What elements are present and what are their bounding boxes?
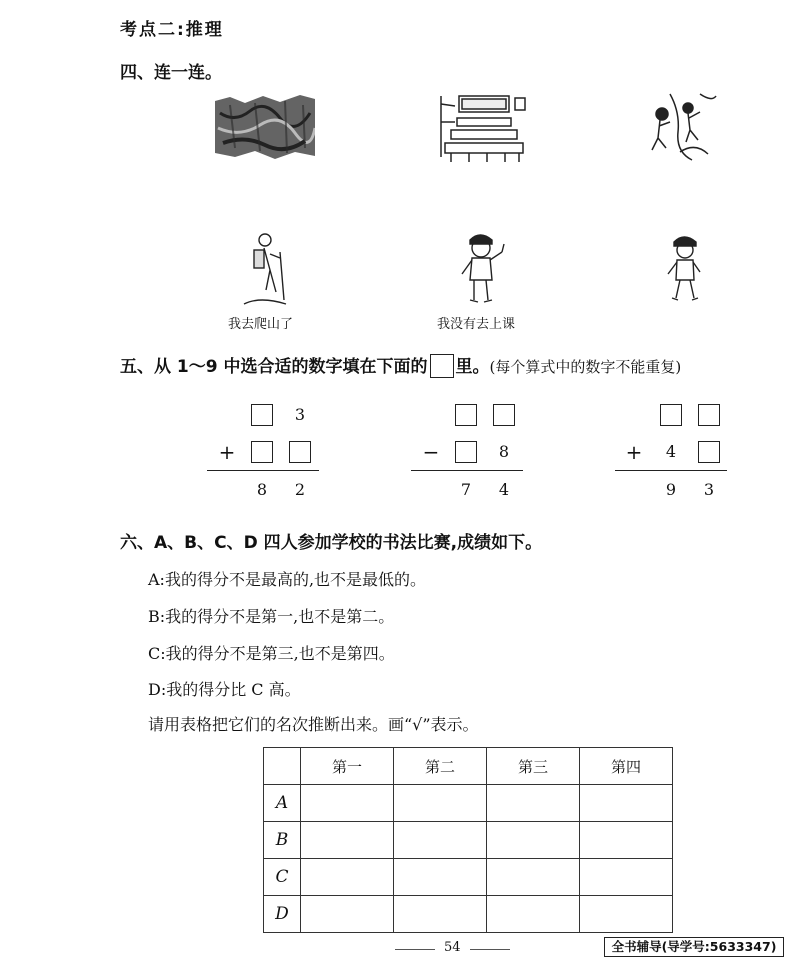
cell-b-first[interactable] xyxy=(301,822,394,859)
eq1-result-tens: 8 xyxy=(256,480,268,499)
q6-title: 六、A、B、C、D 四人参加学校的书法比赛,成绩如下。 xyxy=(120,533,543,553)
eq1-bottom-ones-box[interactable] xyxy=(289,441,311,463)
eq1-top-ones: 3 xyxy=(294,405,306,424)
eq2-rule xyxy=(411,470,523,471)
table-row xyxy=(264,896,673,933)
eq2-bottom-ones: 8 xyxy=(498,442,510,461)
eq1-bottom-tens-box[interactable] xyxy=(251,441,273,463)
col-header-third: 第三 xyxy=(487,748,580,785)
cell-b-second[interactable] xyxy=(394,822,487,859)
section-heading: 考点二:推理 xyxy=(120,20,224,40)
table-header-row xyxy=(264,748,673,785)
footer-dash-right xyxy=(470,949,510,950)
statement-d: D:我的得分比 C 高。 xyxy=(148,680,301,699)
cell-c-first[interactable] xyxy=(301,859,394,896)
q4-title: 四、连一连。 xyxy=(120,63,222,83)
cell-d-second[interactable] xyxy=(394,896,487,933)
instruction: 请用表格把它们的名次推断出来。画“√”表示。 xyxy=(148,715,479,734)
eq2-top-tens-box[interactable] xyxy=(455,404,477,426)
eq2-operator: − xyxy=(422,440,440,464)
statement-a: A:我的得分不是最高的,也不是最低的。 xyxy=(148,570,427,589)
table-row xyxy=(264,785,673,822)
eq3-rule xyxy=(615,470,727,471)
cell-c-fourth[interactable] xyxy=(580,859,673,896)
eq3-bottom-tens: 4 xyxy=(665,442,677,461)
eq3-bottom-ones-box[interactable] xyxy=(698,441,720,463)
q5-note: (每个算式中的数字不能重复) xyxy=(489,358,682,376)
eq3-top-tens-box[interactable] xyxy=(660,404,682,426)
cell-a-fourth[interactable] xyxy=(580,785,673,822)
table-row xyxy=(264,859,673,896)
ranking-table xyxy=(263,747,673,933)
q5-title-start: 五、从 1～9 中选合适的数字填在下面的 xyxy=(120,357,428,377)
statement-b: B:我的得分不是第一,也不是第二。 xyxy=(148,607,395,626)
cell-d-third[interactable] xyxy=(487,896,580,933)
eq2-bottom-tens-box[interactable] xyxy=(455,441,477,463)
table-row xyxy=(264,822,673,859)
col-header-fourth: 第四 xyxy=(580,748,673,785)
q5-title xyxy=(120,352,681,378)
eq3-operator: + xyxy=(625,440,643,464)
eq2-result-tens: 7 xyxy=(460,480,472,499)
row-header-a: A xyxy=(264,785,301,822)
col-header-second: 第二 xyxy=(394,748,487,785)
caption-climb-mountain: 我去爬山了 xyxy=(228,317,294,332)
eq1-operator: + xyxy=(218,440,236,464)
classroom-image xyxy=(437,92,527,164)
boy-walking-image xyxy=(660,232,710,308)
row-header-d: D xyxy=(264,896,301,933)
hiker-image xyxy=(240,230,290,308)
eq1-rule xyxy=(207,470,319,471)
cell-a-first[interactable] xyxy=(301,785,394,822)
table-corner-cell xyxy=(264,748,301,785)
cell-a-second[interactable] xyxy=(394,785,487,822)
cell-d-first[interactable] xyxy=(301,896,394,933)
eq3-top-ones-box[interactable] xyxy=(698,404,720,426)
climbers-image xyxy=(640,92,720,162)
eq3-result-ones: 3 xyxy=(703,480,715,499)
q5-title-end: 里。 xyxy=(455,357,490,377)
cell-d-fourth[interactable] xyxy=(580,896,673,933)
cell-c-second[interactable] xyxy=(394,859,487,896)
page-number: 54 xyxy=(444,940,461,955)
eq3-result-tens: 9 xyxy=(665,480,677,499)
eq1-top-tens-box[interactable] xyxy=(251,404,273,426)
eq1-result-ones: 2 xyxy=(294,480,306,499)
col-header-first: 第一 xyxy=(301,748,394,785)
footer-dash-left xyxy=(395,949,435,950)
statement-c: C:我的得分不是第三,也不是第四。 xyxy=(148,644,395,663)
row-header-b: B xyxy=(264,822,301,859)
guide-label: 全书辅导(导学号:5633347) xyxy=(604,937,784,957)
blank-box-symbol xyxy=(430,354,454,378)
cell-a-third[interactable] xyxy=(487,785,580,822)
cell-c-third[interactable] xyxy=(487,859,580,896)
eq2-top-ones-box[interactable] xyxy=(493,404,515,426)
eq2-result-ones: 4 xyxy=(498,480,510,499)
boy-waving-image xyxy=(452,230,512,306)
rock-cliff-image xyxy=(215,93,315,161)
row-header-c: C xyxy=(264,859,301,896)
caption-no-class: 我没有去上课 xyxy=(437,317,516,332)
cell-b-third[interactable] xyxy=(487,822,580,859)
cell-b-fourth[interactable] xyxy=(580,822,673,859)
